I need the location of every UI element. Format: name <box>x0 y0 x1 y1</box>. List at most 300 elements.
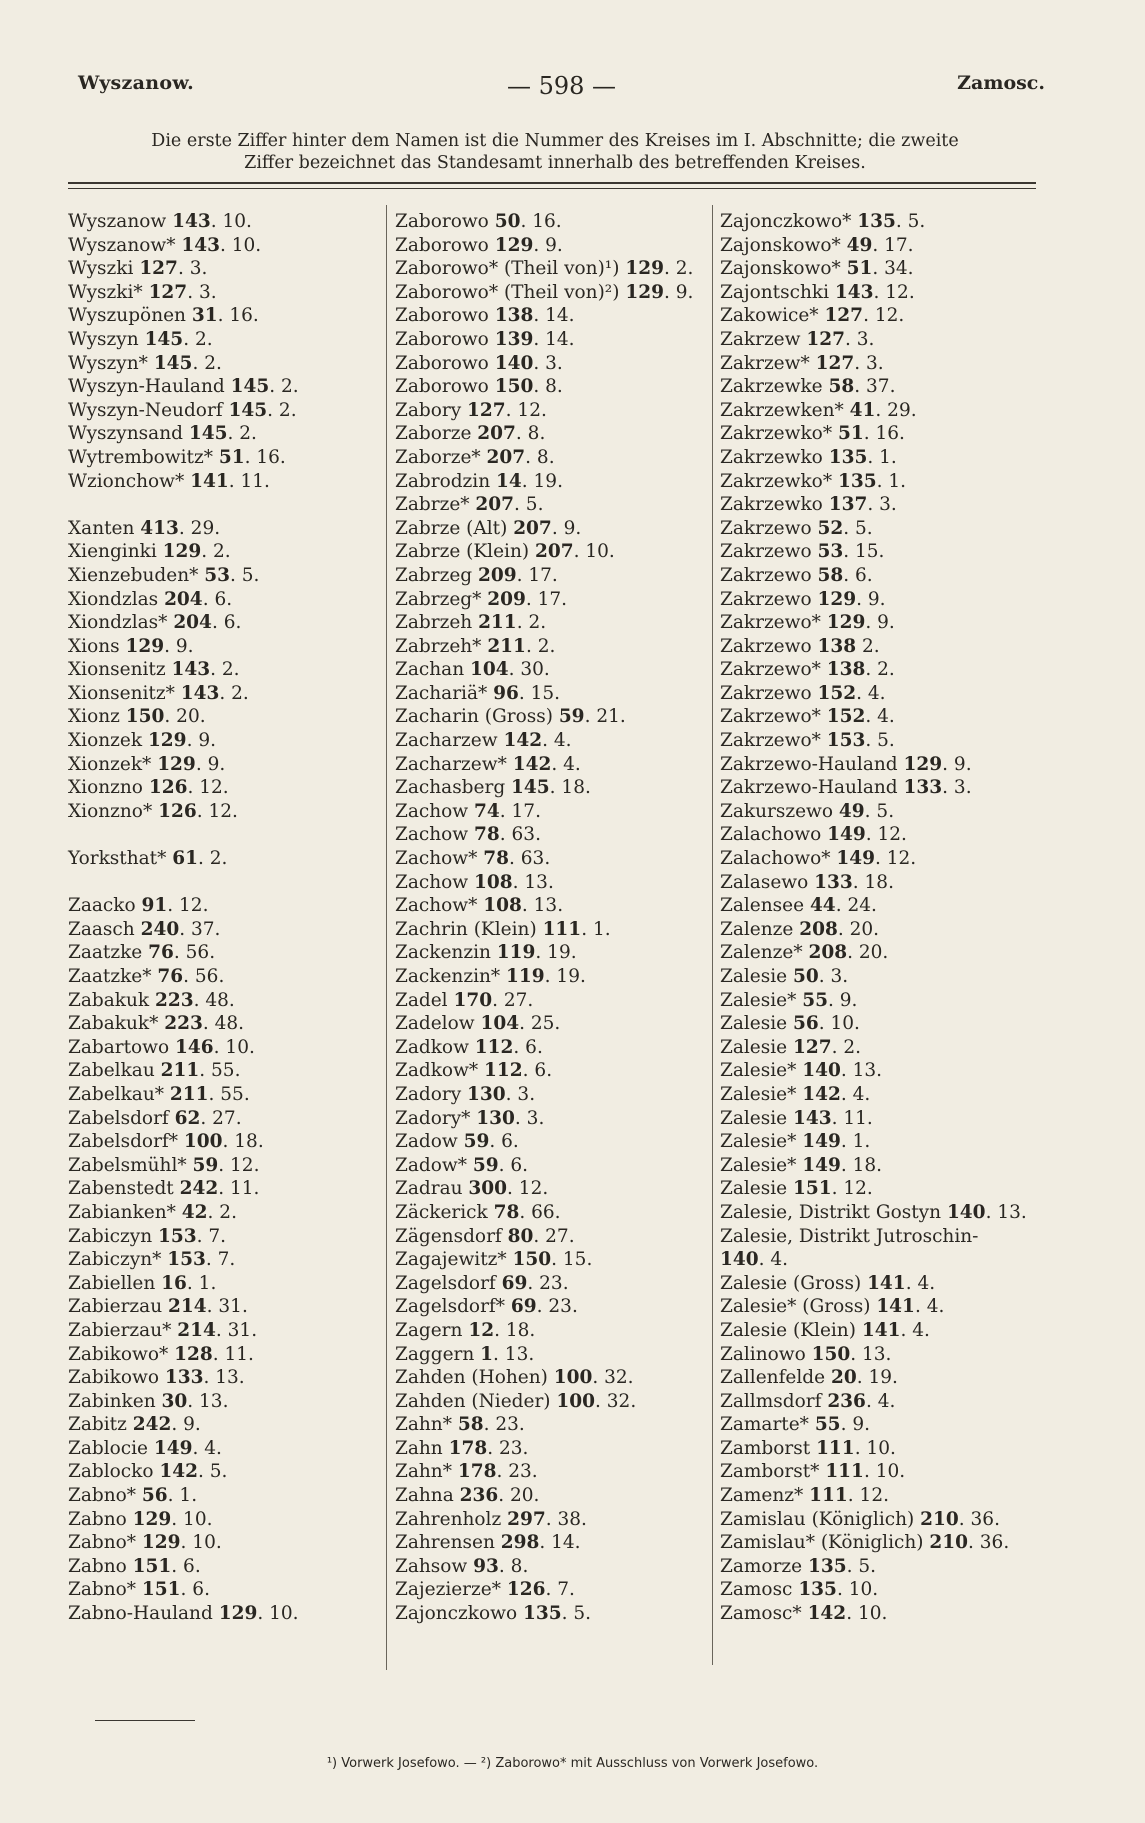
entry-district-number: 20 <box>830 1367 857 1389</box>
entry-registry-number: . 9. <box>186 730 216 752</box>
entry-registry-number: . 6. <box>211 612 242 634</box>
entry-district-number: 51 <box>837 423 864 445</box>
entry-name: Zallmsdorf <box>720 1390 828 1412</box>
entry-district-number: 30 <box>161 1390 188 1412</box>
entry-registry-number: . 10. <box>180 1532 222 1554</box>
entry-registry-number: . 3. <box>844 328 875 350</box>
entry-district-number: 61 <box>172 848 198 870</box>
entry-district-number: 59 <box>472 1154 499 1176</box>
index-entry <box>720 257 1060 281</box>
entry-district-number: 210 <box>920 1508 959 1530</box>
entry-district-number: 150 <box>512 1249 552 1271</box>
entry-name: Zalesie* <box>720 1083 803 1105</box>
entry-registry-number: . 2. <box>831 1036 862 1058</box>
entry-name: Zalesie (Gross) <box>720 1272 868 1294</box>
entry-name: Zalachowo* <box>720 848 837 870</box>
entry-district-number: 55 <box>802 989 828 1011</box>
entry-district-number: 135 <box>837 470 877 492</box>
index-entry <box>68 470 368 494</box>
entry-registry-number: . 63. <box>499 824 541 846</box>
index-entry <box>395 1343 705 1367</box>
index-entry <box>395 1083 705 1107</box>
entry-registry-number: . 29. <box>875 399 917 421</box>
entry-name: Zakrzewko <box>720 494 829 516</box>
entry-registry-number: . 10. <box>213 1036 255 1058</box>
entry-registry-number: . 18. <box>549 777 591 799</box>
entry-district-number: 207 <box>477 423 516 445</box>
entry-name: Zalesie <box>720 1013 793 1035</box>
entry-name: Xionzek* <box>68 753 158 775</box>
entry-registry-number: . 10. <box>573 541 615 563</box>
entry-district-number: 149 <box>836 848 875 870</box>
index-entry <box>68 1555 368 1579</box>
entry-name: Zamosc <box>720 1579 799 1601</box>
index-entry <box>720 1083 1060 1107</box>
index-entry <box>395 210 705 234</box>
page-header <box>78 72 1045 102</box>
entry-name: Zakrzewke <box>720 376 829 398</box>
index-entry <box>720 1201 1060 1225</box>
entry-registry-number: . 12. <box>218 1154 260 1176</box>
index-entry <box>720 470 1060 494</box>
entry-registry-number: . 15. <box>518 682 561 704</box>
entry-registry-number: . 4. <box>192 1437 222 1459</box>
index-entry <box>395 1531 705 1555</box>
index-entry <box>395 1555 705 1579</box>
entry-registry-number: . 48. <box>193 989 235 1011</box>
index-entry <box>68 1201 368 1225</box>
entry-name: Zabinken <box>68 1390 162 1412</box>
index-entry <box>720 918 1060 942</box>
entry-name: Zalesie <box>720 1107 793 1129</box>
entry-name: Zakrzewo <box>720 588 818 610</box>
entry-district-number: 59 <box>558 706 585 728</box>
entry-registry-number: . 12. <box>167 895 209 917</box>
entry-registry-number: . 12. <box>873 281 915 303</box>
entry-registry-number: . 15. <box>551 1249 593 1271</box>
index-entry <box>720 1508 1060 1532</box>
entry-district-number: 142 <box>802 1083 841 1105</box>
index-entry <box>395 446 705 470</box>
entry-district-number: 149 <box>827 824 866 846</box>
entry-registry-number: . 2. <box>267 399 297 421</box>
index-entry <box>720 847 1060 871</box>
index-entry <box>68 1130 368 1154</box>
entry-registry-number: . 7. <box>196 1225 227 1247</box>
index-entry <box>68 540 368 564</box>
entry-registry-number: . 18. <box>494 1319 536 1341</box>
entry-district-number: 104 <box>480 1013 520 1035</box>
index-entry <box>720 1107 1060 1131</box>
index-entry <box>68 1390 368 1414</box>
intro-line-2: Ziffer bezeichnet das Standesamt innerhalb des betreffenden Kreises. <box>244 153 866 173</box>
index-entry <box>720 328 1060 352</box>
entry-name: Zabikowo* <box>68 1343 175 1365</box>
entry-name: Xionzno* <box>68 800 159 822</box>
entry-name: Zaborowo* (Theil von)²) <box>395 281 626 303</box>
entry-registry-number: . 1. <box>876 470 906 492</box>
entry-district-number: 55 <box>814 1414 841 1436</box>
entry-district-number: 143 <box>180 682 220 704</box>
entry-name: Zabakuk <box>68 989 155 1011</box>
entry-district-number: 56 <box>793 1013 819 1035</box>
index-entry <box>68 1484 368 1508</box>
entry-name: Zabierzau <box>68 1296 169 1318</box>
entry-name: Zaasch <box>68 918 141 940</box>
entry-district-number: 214 <box>177 1319 216 1341</box>
index-entry <box>720 1177 1060 1201</box>
entry-name: Xions <box>68 635 126 657</box>
entry-name: Zakrzewo* <box>720 612 827 634</box>
entry-registry-number: . 20. <box>847 942 889 964</box>
entry-registry-number: . 5. <box>895 211 926 232</box>
entry-name: Wyszupönen <box>68 305 192 327</box>
footnote: ¹) Vorwerk Josefowo. — ²) Zaborowo* mit Ausschluss von Vorwerk Josefowo. <box>326 1756 819 1771</box>
entry-name: Xanten <box>68 517 141 539</box>
entry-district-number: 170 <box>453 989 493 1011</box>
entry-registry-number: . 14. <box>539 1532 581 1554</box>
index-entry <box>395 729 705 753</box>
index-entry <box>720 1059 1060 1083</box>
entry-registry-number: . 5. <box>230 564 260 586</box>
entry-registry-number: . 12. <box>863 305 905 327</box>
entry-district-number: 242 <box>132 1414 172 1436</box>
entry-district-number: 135 <box>857 211 896 232</box>
entry-district-number: 143 <box>793 1107 832 1129</box>
entry-registry-number: . 6. <box>843 564 873 586</box>
entry-name: Yorksthat* <box>68 848 173 870</box>
entry-name: Xionsenitz* <box>68 682 181 704</box>
index-entry <box>395 918 705 942</box>
entry-district-number: 142 <box>159 1461 198 1483</box>
entry-registry-number: . 3. <box>533 352 563 374</box>
entry-name: Xionzno <box>68 777 149 799</box>
entry-registry-number: . 2. <box>192 352 222 374</box>
index-entry <box>720 1154 1060 1178</box>
entry-registry-number: . 36. <box>958 1508 1000 1530</box>
entry-name: Zakrzewo <box>720 517 818 539</box>
entry-district-number: 211 <box>487 635 526 657</box>
entry-name: Wyszyn-Hauland <box>68 376 231 398</box>
entry-name: Zalinowo <box>720 1343 812 1365</box>
entry-district-number: 51 <box>846 258 873 280</box>
entry-name: Zadel <box>395 989 454 1011</box>
index-entry <box>720 210 1060 234</box>
entry-district-number: 150 <box>494 376 534 398</box>
entry-district-number: 111 <box>816 1437 855 1459</box>
index-entry <box>68 894 368 918</box>
entry-district-number: 100 <box>553 1367 593 1389</box>
entry-district-number: 129 <box>141 1532 181 1554</box>
entry-name: Zäckerick <box>395 1201 494 1223</box>
entry-name: Zamislau* (Königlich) <box>720 1532 930 1554</box>
entry-name: Zaborowo <box>395 234 495 256</box>
entry-name: Zaborowo <box>395 211 495 232</box>
entry-name: Zalasewo <box>720 871 815 893</box>
entry-registry-number: . 13. <box>493 1343 535 1365</box>
index-entry <box>68 989 368 1013</box>
entry-name: Zabrzeg <box>395 564 478 586</box>
index-entry <box>395 281 705 305</box>
index-entry <box>720 1460 1060 1484</box>
entry-name: Zackenzin* <box>395 966 507 987</box>
entry-district-number: 129 <box>147 730 187 752</box>
entry-name: Zamenz* <box>720 1485 810 1507</box>
entry-name: Xionsenitz <box>68 659 172 681</box>
entry-district-number: 138 <box>817 635 857 657</box>
entry-district-number: 208 <box>799 918 838 940</box>
entry-registry-number: . 9. <box>533 234 563 256</box>
entry-name: Zajontschki <box>720 281 835 303</box>
index-entry <box>720 1130 1060 1154</box>
index-entry <box>68 1531 368 1555</box>
entry-name: Xionzek <box>68 730 148 752</box>
entry-registry-number: . 27. <box>533 1225 575 1247</box>
index-entry <box>720 399 1060 423</box>
entry-registry-number: . 6. <box>180 1579 210 1601</box>
entry-registry-number: . 9. <box>663 281 694 303</box>
entry-district-number: 96 <box>493 682 519 704</box>
index-entry <box>395 800 705 824</box>
index-entry <box>68 1059 368 1083</box>
entry-registry-number: . 23. <box>487 1437 529 1459</box>
index-entry <box>68 352 368 376</box>
index-entry <box>395 705 705 729</box>
index-entry <box>395 352 705 376</box>
entry-district-number: 129 <box>218 1603 258 1625</box>
entry-registry-number: . 36. <box>968 1532 1010 1554</box>
entry-name: Wyszynsand <box>68 423 189 445</box>
entry-registry-number: . 25. <box>519 1013 561 1035</box>
entry-name: Zacharin (Gross) <box>395 706 559 728</box>
index-entry <box>395 564 705 588</box>
entry-registry-number: . 23. <box>536 1296 578 1318</box>
entry-registry-number: . 2. <box>865 659 895 681</box>
entry-registry-number: . 66. <box>519 1201 561 1223</box>
entry-name: Zajonczkowo* <box>720 211 858 232</box>
entry-name: Zaborowo <box>395 376 495 398</box>
entry-registry-number: . 3. <box>867 494 897 516</box>
entry-name: Zackenzin <box>395 942 497 964</box>
index-entry <box>720 493 1060 517</box>
entry-district-number: 126 <box>506 1579 546 1601</box>
entry-district-number: 42 <box>181 1201 208 1223</box>
entry-registry-number: . 9. <box>942 753 972 775</box>
entry-district-number: 151 <box>141 1579 181 1601</box>
entry-registry-number: . 4. <box>551 753 581 775</box>
entry-district-number: 297 <box>507 1508 546 1530</box>
entry-name: Zachow <box>395 824 475 846</box>
entry-name: Zaatzke* <box>68 966 158 987</box>
index-entry <box>395 611 705 635</box>
entry-registry-number: . 14. <box>533 328 575 350</box>
index-entry <box>395 1578 705 1602</box>
index-entry <box>395 422 705 446</box>
entry-district-number: 142 <box>512 753 552 775</box>
index-entry <box>395 1036 705 1060</box>
index-entry <box>720 1578 1060 1602</box>
entry-registry-number: . 3. <box>854 352 884 374</box>
column-divider-1 <box>386 205 387 1670</box>
entry-district-number: 209 <box>487 588 526 610</box>
entry-district-number: 129 <box>494 234 534 256</box>
entry-district-number: 211 <box>169 1083 209 1105</box>
entry-registry-number: . 2. <box>525 635 556 657</box>
index-entry <box>720 1437 1060 1461</box>
entry-registry-number: . 6. <box>489 1131 519 1153</box>
entry-name: Zachan <box>395 659 470 681</box>
entry-district-number: 223 <box>154 989 194 1011</box>
entry-district-number: 127 <box>148 281 188 303</box>
index-entry <box>395 540 705 564</box>
index-entry <box>720 1225 1060 1249</box>
index-entry <box>68 1036 368 1060</box>
entry-name: Zabakuk* <box>68 1013 165 1035</box>
entry-district-number: 129 <box>162 541 202 563</box>
entry-name: Zalesie (Klein) <box>720 1319 862 1341</box>
entry-name: Zabno* <box>68 1485 142 1507</box>
entry-district-number: 135 <box>828 446 868 468</box>
entry-district-number: 139 <box>494 328 534 350</box>
index-entry <box>395 304 705 328</box>
entry-name: Wzionchow* <box>68 470 191 492</box>
entry-name: Zabrzeg* <box>395 588 488 610</box>
entry-name: Zacharzew <box>395 730 504 752</box>
index-entry <box>68 1272 368 1296</box>
entry-district-number: 143 <box>834 281 874 303</box>
entry-district-number: 119 <box>506 966 545 987</box>
entry-registry-number: . 10. <box>854 1437 896 1459</box>
entry-district-number: 141 <box>876 1296 915 1318</box>
index-entry <box>68 328 368 352</box>
entry-district-number: 153 <box>158 1225 197 1247</box>
entry-district-number: 59 <box>192 1154 219 1176</box>
entry-district-number: 127 <box>806 328 845 350</box>
entry-registry-number: . 4. <box>542 730 572 752</box>
index-entry <box>395 1413 705 1437</box>
index-entry <box>395 375 705 399</box>
entry-registry-number: 2. <box>856 635 880 657</box>
entry-district-number: 152 <box>826 706 866 728</box>
index-entry <box>395 257 705 281</box>
column-divider-2 <box>712 205 713 1665</box>
entry-registry-number: . 4. <box>914 1296 945 1318</box>
entry-registry-number: . 17. <box>499 800 541 822</box>
index-entry <box>395 941 705 965</box>
entry-district-number: 153 <box>826 730 866 752</box>
entry-district-number: 93 <box>473 1555 499 1577</box>
entry-district-number: 16 <box>161 1272 187 1294</box>
index-entry <box>395 470 705 494</box>
entry-name: Zalenze* <box>720 942 809 964</box>
index-entry <box>395 1177 705 1201</box>
entry-district-number: 127 <box>793 1036 832 1058</box>
entry-district-number: 140 <box>494 352 534 374</box>
index-entry <box>68 304 368 328</box>
entry-name: Zamosc* <box>720 1603 808 1625</box>
entry-district-number: 53 <box>817 541 844 563</box>
entry-registry-number: . 9. <box>164 635 194 657</box>
entry-registry-number: . 6. <box>171 1555 201 1577</box>
index-entry <box>720 800 1060 824</box>
entry-registry-number: . 56. <box>183 966 225 987</box>
index-entry <box>68 658 368 682</box>
entry-district-number: 49 <box>838 800 865 822</box>
index-entry <box>720 682 1060 706</box>
entry-name: Zakrzewo-Hauland <box>720 777 904 799</box>
index-entry <box>68 941 368 965</box>
entry-district-number: 56 <box>141 1485 168 1507</box>
entry-registry-number: . 38. <box>545 1508 587 1530</box>
entry-name: Zabitz <box>68 1414 133 1436</box>
column-3 <box>720 210 1060 1626</box>
entry-name: Zaborze <box>395 423 478 445</box>
entry-district-number: 50 <box>494 211 521 232</box>
entry-district-number: 214 <box>168 1296 207 1318</box>
entry-name: Zabartowo <box>68 1036 176 1058</box>
entry-district-number: 111 <box>825 1461 864 1483</box>
entry-registry-number: . 13. <box>187 1390 229 1412</box>
entry-registry-number: . 12. <box>831 1178 873 1200</box>
entry-name: Wyszyn <box>68 328 145 350</box>
entry-registry-number: . 18. <box>840 1154 883 1176</box>
entry-registry-number: . 19. <box>521 470 563 492</box>
entry-name: Wyszki <box>68 258 140 280</box>
entry-registry-number: . 9. <box>840 1414 870 1436</box>
entry-name: Zabiczyn* <box>68 1249 168 1271</box>
entry-name: Zahrensen <box>395 1532 501 1554</box>
entry-registry-number: . 4. <box>758 1249 789 1271</box>
entry-district-number: 58 <box>817 564 844 586</box>
index-entry <box>395 1390 705 1414</box>
entry-registry-number: . 9. <box>551 517 582 539</box>
entry-name: Zachasberg <box>395 777 512 799</box>
entry-district-number: 133 <box>903 777 943 799</box>
entry-name: Zadow* <box>395 1154 473 1176</box>
entry-name: Zabno* <box>68 1579 142 1601</box>
entry-district-number: 153 <box>167 1249 206 1271</box>
index-entry <box>720 1484 1060 1508</box>
entry-name: Zalesie <box>720 1178 793 1200</box>
entry-district-number: 298 <box>500 1532 540 1554</box>
index-entry <box>395 1437 705 1461</box>
entry-name: Zablocie <box>68 1437 154 1459</box>
entry-name: Zalesie <box>720 1036 793 1058</box>
index-entry <box>68 564 368 588</box>
entry-district-number: 129 <box>125 635 165 657</box>
entry-name: Wyszanow <box>68 211 173 232</box>
entry-district-number: 74 <box>474 800 500 822</box>
index-entry <box>68 753 368 777</box>
entry-district-number: 129 <box>625 281 664 303</box>
entry-name: Zaborowo <box>395 328 495 350</box>
index-entry <box>720 1602 1060 1626</box>
entry-name: Zalesie* (Gross) <box>720 1296 877 1318</box>
entry-registry-number: . 56. <box>173 942 216 964</box>
entry-district-number: 300 <box>468 1178 508 1200</box>
index-entry <box>68 210 368 234</box>
index-entry <box>720 375 1060 399</box>
entry-registry-number: . 11. <box>228 470 270 492</box>
index-entry <box>720 234 1060 258</box>
entry-registry-number: . 3. <box>505 1083 536 1105</box>
entry-registry-number: . 10. <box>836 1579 879 1601</box>
entry-registry-number: . 16. <box>520 211 562 232</box>
index-entry <box>395 1484 705 1508</box>
entry-district-number: 129 <box>157 753 196 775</box>
entry-registry-number: . 6. <box>498 1154 529 1176</box>
index-entry <box>395 1460 705 1484</box>
